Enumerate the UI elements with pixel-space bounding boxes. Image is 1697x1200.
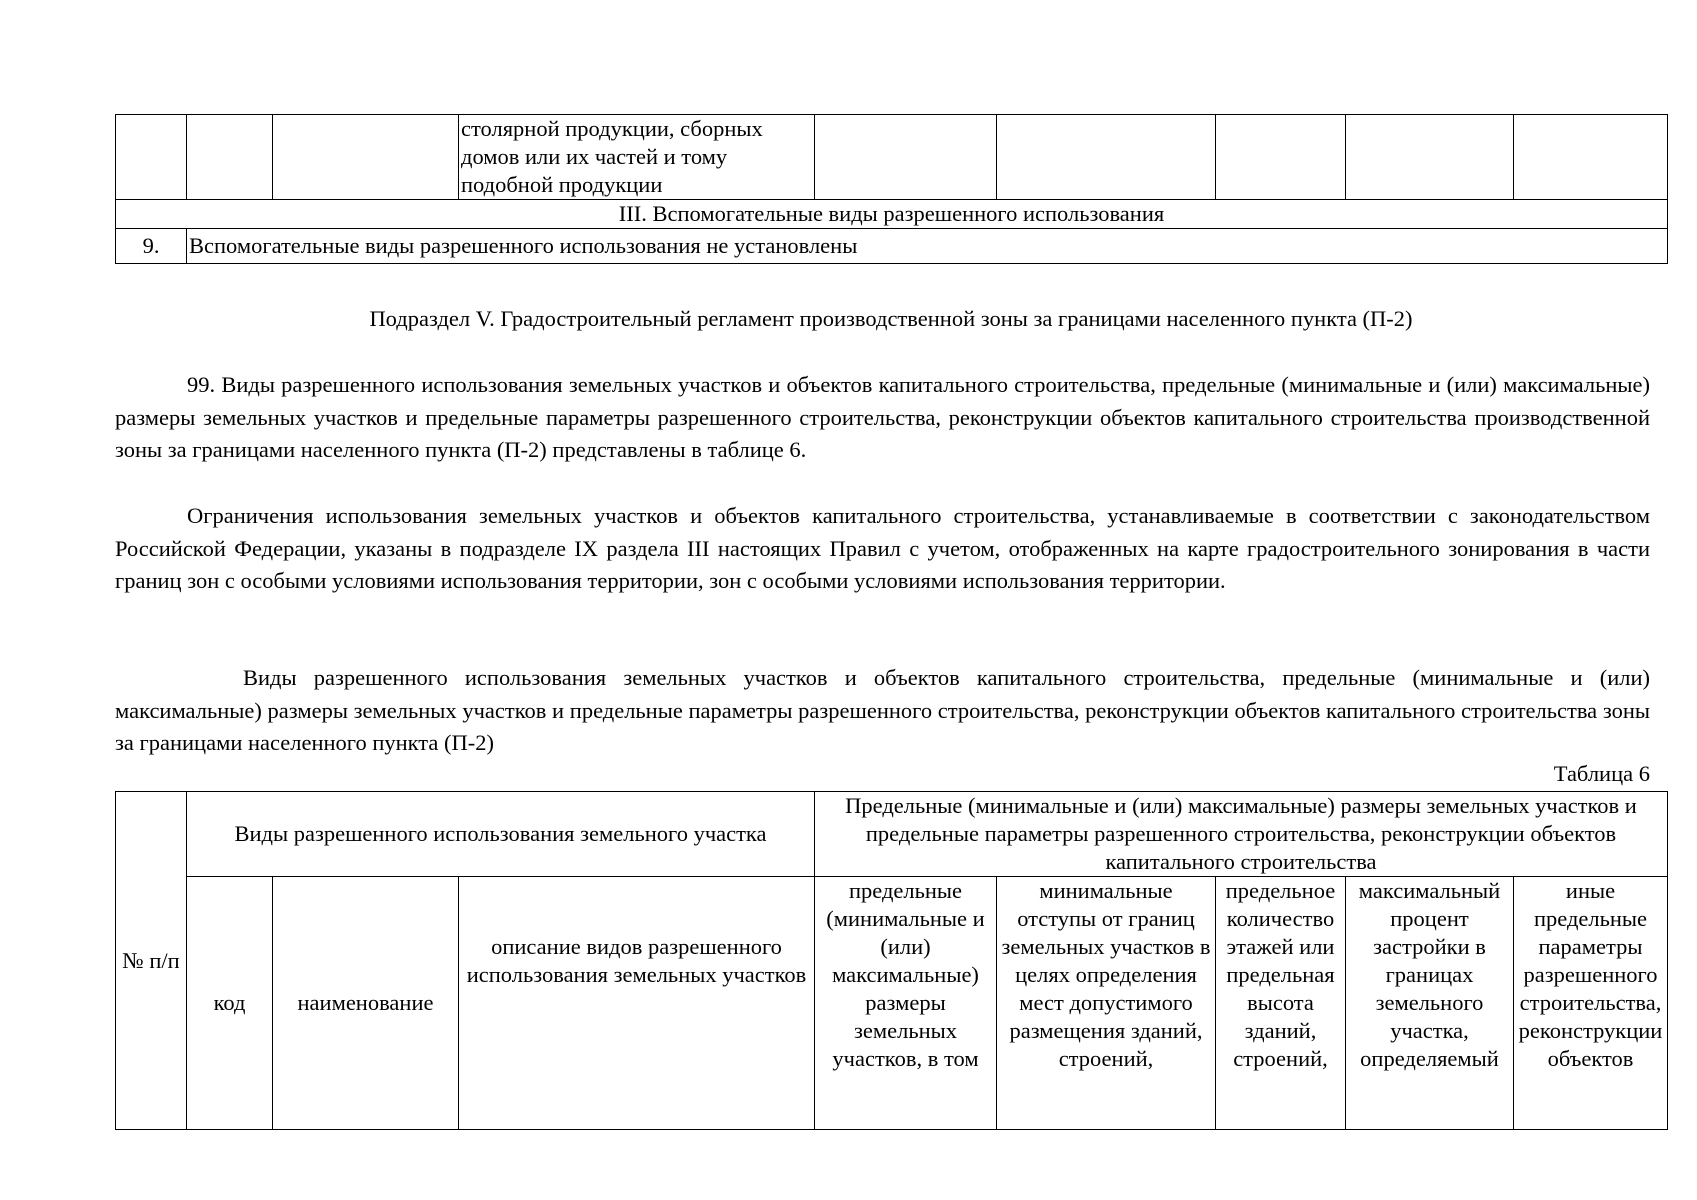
- table-label: Таблица 6: [1553, 761, 1650, 786]
- column-header-coverage-text: максимальный процент застройки в границах земельного участка, определяемый: [1358, 878, 1501, 1071]
- row-number: 9.: [116, 229, 187, 264]
- column-header-setbacks-text: минимальные отступы от границ земельных участков в целях определения мест допустимого размещения зданий, строений,: [1001, 878, 1211, 1071]
- column-header-floors-text: предельное количество этажей или предельная высота зданий, строений,: [1225, 878, 1336, 1071]
- paragraph-99-text: 99. Виды разрешенного использования земельных участков и объектов капитального строительства, предельные (минимальные и (или) максимальные) размеры земельных участков и предельные параметры разрешенного строительства, реконструкции объектов капитального строительства производственной зоны за границами населенного пункта (П-2) представлены в таблице 6.: [115, 372, 1650, 462]
- table-title-text: Виды разрешенного использования земельных участков и объектов капитального строительства, предельные (минимальные и (или) максимальные) размеры земельных участков и предельные параметры разрешенного строительства, реконструкции объектов капитального строительства зоны за границами населенного пункта (П-2): [115, 665, 1650, 755]
- row-text: Вспомогательные виды разрешенного использования не установлены: [187, 229, 1668, 264]
- continuation-table: [115, 114, 1668, 264]
- table-6: [115, 791, 1668, 1130]
- table-cell: [1346, 115, 1514, 200]
- column-header-sizes: [815, 877, 997, 1130]
- table-cell: [116, 115, 187, 200]
- table-row: [116, 229, 1668, 264]
- subsection-heading: Подраздел V. Градостроительный регламент производственной зоны за границами населенного пункта (П-2): [369, 306, 1413, 331]
- paragraph-restrictions-text: Ограничения использования земельных участков и объектов капитального строительства, устанавливаемые в соответствии с законодательством Российской Федерации, указаны в подразделе IX раздела III настоящих Правил с учетом, отображенных на карте градостроительного зонирования в части границ зон с особыми условиями использования территории, зон с особыми условиями использования территории.: [115, 503, 1650, 593]
- column-group-parameters: Предельные (минимальные и (или) максимальные) размеры земельных участков и предельные параметры разрешенного строительства, реконструкции объектов капитального строительства: [815, 792, 1668, 877]
- table-header-row: [116, 877, 1668, 1130]
- section-header-auxiliary-uses: III. Вспомогательные виды разрешенного использования: [116, 200, 1668, 229]
- column-header-description: описание видов разрешенного использования земельных участков: [459, 877, 815, 1130]
- table-row: [116, 115, 1668, 200]
- continuation-description-cell: столярной продукции, сборных домов или их частей и тому подобной продукции: [459, 115, 815, 200]
- column-group-uses: Виды разрешенного использования земельного участка: [187, 792, 815, 877]
- column-header-sizes-text: предельные (минимальные и (или) максимальные) размеры земельных участков, в том: [826, 878, 985, 1071]
- column-header-name: наименование: [273, 877, 459, 1130]
- column-header-other-text: иные предельные параметры разрешенного строительства, реконструкции объектов: [1518, 878, 1663, 1071]
- table-title: [115, 662, 1650, 760]
- table-cell: [997, 115, 1216, 200]
- column-header-code: код: [187, 877, 273, 1130]
- paragraph-restrictions: [115, 500, 1650, 598]
- column-header-floors: [1216, 877, 1346, 1130]
- column-header-other: [1514, 877, 1668, 1130]
- column-header-setbacks: [997, 877, 1216, 1130]
- table-cell: [815, 115, 997, 200]
- column-header-number: № п/п: [116, 792, 187, 1130]
- table-header-row: [116, 792, 1668, 877]
- table-cell: [187, 115, 273, 200]
- table-cell: [1216, 115, 1346, 200]
- table-cell: [1514, 115, 1668, 200]
- table-row: [116, 200, 1668, 229]
- table-cell: [273, 115, 459, 200]
- paragraph-99: [115, 369, 1650, 467]
- column-header-coverage: [1346, 877, 1514, 1130]
